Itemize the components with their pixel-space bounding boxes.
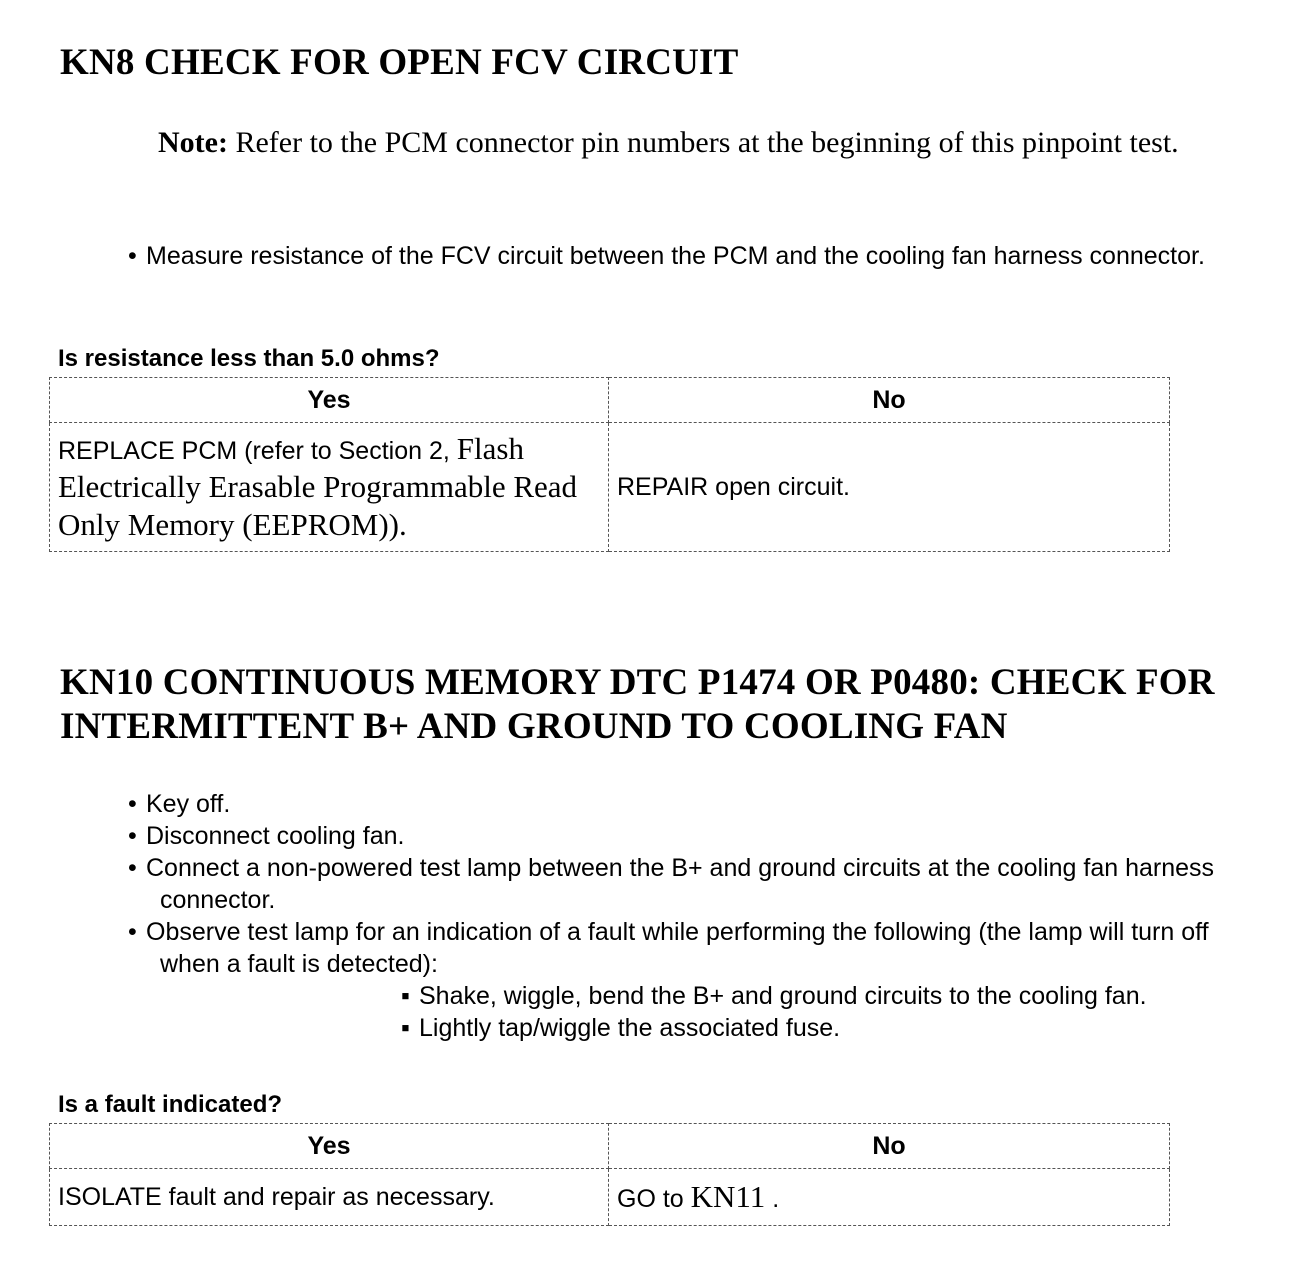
substep-item [160, 980, 1260, 1012]
yes-cell: ISOLATE fault and repair as necessary. [50, 1169, 609, 1226]
square-bullet-icon: ▪ [401, 982, 410, 1010]
question-kn10: Is a fault indicated? [58, 1091, 283, 1118]
bullet-icon: • [128, 790, 137, 818]
no-cell [609, 1169, 1170, 1226]
step-item [0, 916, 1260, 1044]
kn11-link[interactable]: KN11 [690, 1179, 766, 1214]
no-header: No [609, 378, 1170, 423]
eeprom-link[interactable]: Flash Electrically Erasable Programmable Read Only Memory (EEPROM) [58, 431, 578, 542]
result-table-kn10 [49, 1123, 1170, 1226]
step-item [0, 240, 1230, 272]
no-cell-text-1: GO to [617, 1185, 691, 1213]
bullet-icon: • [128, 854, 137, 882]
substep-item [160, 1012, 1260, 1044]
yes-cell-text-3: ). [388, 507, 407, 542]
note-label: Note: [158, 126, 228, 159]
step-text: Key off. [146, 790, 231, 818]
step-item [0, 788, 1260, 820]
step-text: Measure resistance of the FCV circuit between the PCM and the cooling fan harness connector. [146, 242, 1205, 270]
section-heading-kn10: KN10 CONTINUOUS MEMORY DTC P1474 OR P0480: CHECK FOR INTERMITTENT B+ AND GROUND TO COOLING FAN [60, 662, 1215, 747]
step-text: Disconnect cooling fan. [146, 822, 405, 850]
square-bullet-icon: ▪ [401, 1014, 410, 1042]
no-cell: REPAIR open circuit. [609, 423, 1170, 552]
step-list-kn10 [0, 788, 1260, 1044]
yes-cell [50, 423, 609, 552]
step-text: Observe test lamp for an indication of a fault while performing the following (the lamp will turn off when a fault is detected): [146, 918, 1209, 978]
substep-list [160, 980, 1260, 1044]
note-text: Refer to the PCM connector pin numbers at the beginning of this pinpoint test. [227, 126, 1179, 159]
no-cell-text-3: . [765, 1185, 780, 1213]
step-item [0, 852, 1260, 916]
question-kn8: Is resistance less than 5.0 ohms? [58, 345, 440, 372]
result-table-kn8 [49, 377, 1170, 552]
substep-text: Lightly tap/wiggle the associated fuse. [419, 1014, 841, 1042]
no-header: No [609, 1124, 1170, 1169]
bullet-icon: • [128, 242, 137, 270]
bullet-icon: • [128, 918, 137, 946]
yes-header: Yes [50, 378, 609, 423]
step-list-kn8 [0, 240, 1230, 272]
yes-cell-text-1: REPLACE PCM (refer to Section 2, [58, 437, 457, 465]
substep-text: Shake, wiggle, bend the B+ and ground circuits to the cooling fan. [419, 982, 1147, 1010]
yes-header: Yes [50, 1124, 609, 1169]
step-text: Connect a non-powered test lamp between the B+ and ground circuits at the cooling fan harness connector. [146, 854, 1215, 914]
bullet-icon: • [128, 822, 137, 850]
step-item [0, 820, 1260, 852]
note-paragraph [158, 123, 1248, 163]
section-heading-kn8: KN8 CHECK FOR OPEN FCV CIRCUIT [60, 42, 739, 83]
